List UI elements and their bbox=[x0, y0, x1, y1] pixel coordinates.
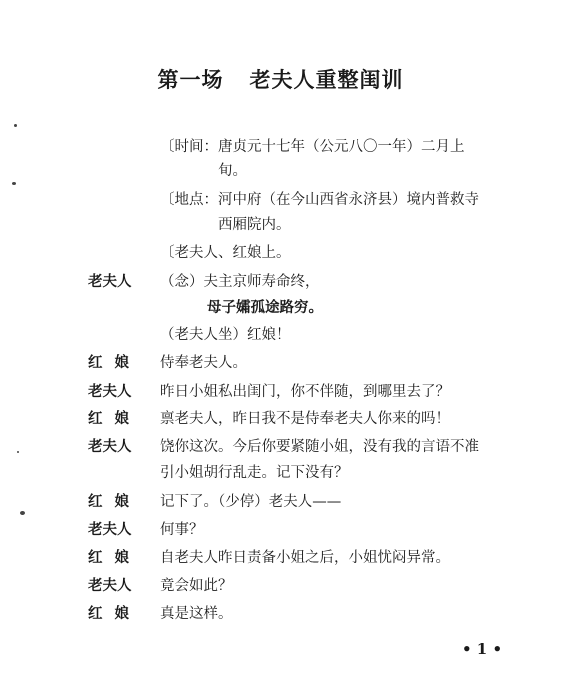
dialogue-line: 饶你这次。今后你要紧随小姐，没有我的言语不准 bbox=[160, 439, 479, 455]
dialogue-line: 何事？ bbox=[160, 522, 204, 538]
speaker-name: 红娘 bbox=[88, 605, 141, 622]
speaker-name: 红娘 bbox=[88, 354, 141, 371]
speaker-name: 红娘 bbox=[88, 493, 141, 510]
speaker-name: 老夫人 bbox=[88, 383, 132, 400]
dialogue-line: 母子孀孤途路穷。 bbox=[207, 299, 323, 316]
page-number: • 1 • bbox=[462, 640, 503, 658]
speaker-name: 红娘 bbox=[88, 549, 141, 566]
dialogue-line: （念）夫主京师寿命终， bbox=[160, 274, 320, 290]
scan-speck bbox=[14, 124, 17, 127]
speaker-name: 老夫人 bbox=[88, 273, 132, 290]
dialogue-line: 侍奉老夫人。 bbox=[160, 355, 247, 371]
entrance-direction: 〔老夫人、红娘上。 bbox=[160, 245, 291, 261]
scan-speck bbox=[17, 451, 19, 453]
dialogue-line: 记下了。（少停）老夫人—— bbox=[160, 494, 342, 510]
scene-number: 第一场 bbox=[157, 68, 224, 92]
place-line2: 西厢院内。 bbox=[218, 217, 291, 233]
scan-speck bbox=[12, 182, 16, 185]
dialogue-line: 竟会如此？ bbox=[160, 578, 233, 594]
speaker-name: 红娘 bbox=[88, 410, 141, 427]
dialogue-line: 昨日小姐私出闺门，你不伴随，到哪里去了？ bbox=[160, 384, 450, 400]
time-label: 〔时间： bbox=[160, 139, 218, 155]
dialogue-line: 引小姐胡行乱走。记下没有？ bbox=[160, 465, 349, 481]
dialogue-line: 真是这样。 bbox=[160, 606, 233, 622]
scene-name: 老夫人重整闺训 bbox=[249, 68, 404, 92]
speaker-name: 老夫人 bbox=[88, 521, 132, 538]
dialogue-line: （老夫人坐）红娘！ bbox=[160, 327, 291, 343]
time-direction bbox=[160, 138, 465, 156]
scan-speck bbox=[20, 511, 25, 515]
time-line2: 旬。 bbox=[218, 163, 247, 179]
place-label: 〔地点： bbox=[160, 192, 218, 208]
speaker-name: 老夫人 bbox=[88, 438, 132, 455]
place-direction bbox=[160, 191, 479, 209]
place-line1: 河中府（在今山西省永济县）境内普救寺 bbox=[218, 192, 479, 208]
time-line1: 唐贞元十七年（公元八〇一年）二月上 bbox=[218, 139, 465, 155]
speaker-name: 老夫人 bbox=[88, 577, 132, 594]
scene-title bbox=[0, 64, 561, 94]
dialogue-line: 自老夫人昨日责备小姐之后，小姐忧闷异常。 bbox=[160, 550, 450, 566]
dialogue-line: 禀老夫人，昨日我不是侍奉老夫人你来的吗！ bbox=[160, 411, 450, 427]
